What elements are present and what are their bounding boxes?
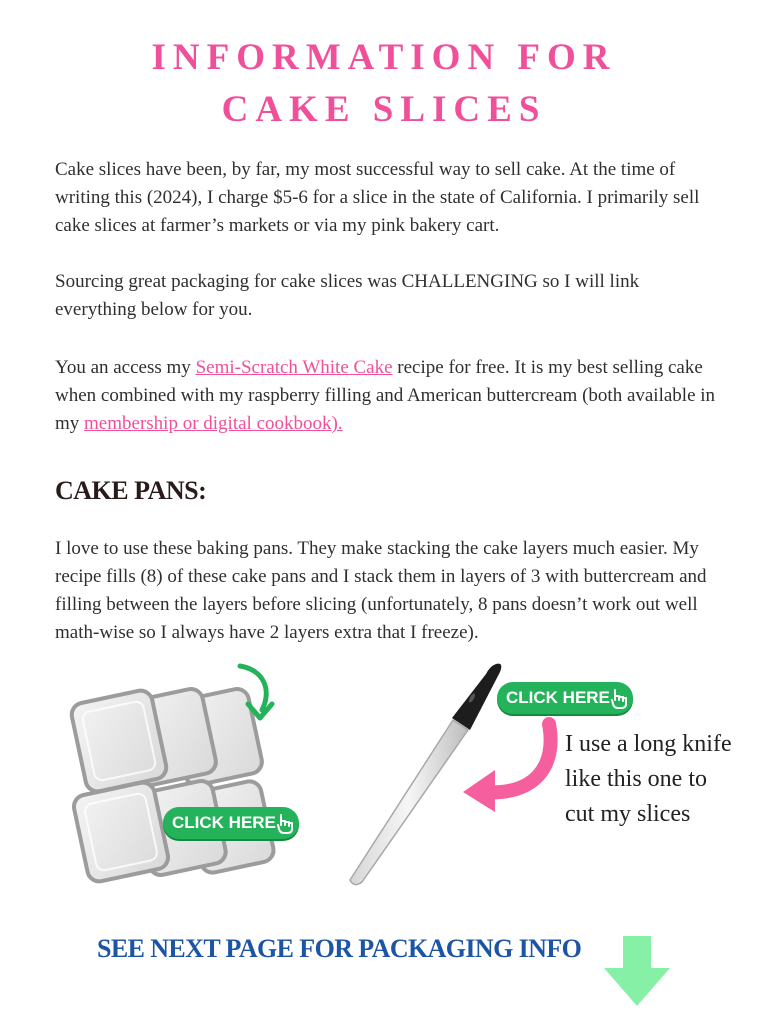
knife-click-here-label: CLICK HERE bbox=[506, 688, 610, 707]
p3-text-end: ). bbox=[331, 413, 343, 434]
knife-click-here-button[interactable] bbox=[497, 682, 633, 714]
pointer-hand-icon bbox=[275, 813, 295, 835]
next-page-notice: SEE NEXT PAGE FOR PACKAGING INFO bbox=[97, 934, 582, 963]
membership-cookbook-link[interactable]: membership or digital cookbook bbox=[84, 413, 332, 434]
pans-click-here-label: CLICK HERE bbox=[172, 813, 276, 832]
cake-pans-paragraph: I love to use these baking pans. They make stacking the cake layers much easier. My recipe fills (8) of these cake pans and I stack them in layers of 3 with buttercream and filling between the layers before slicing (unfortunately, 8 pans doesn’t work out well math-wise so I always have 2 layers extra that I freeze). bbox=[55, 538, 707, 643]
pointer-hand-icon bbox=[609, 688, 629, 710]
intro-paragraph-3 bbox=[55, 354, 725, 438]
knife-caption: I use a long knife like this one to cut my slices bbox=[565, 731, 732, 827]
p3-text-mid: recipe for free. It is my best selling cake when combined with my raspberry filling and American buttercream (both available in my bbox=[55, 357, 716, 434]
page-title-line1: INFORMATION FOR bbox=[151, 37, 617, 78]
p3-text-before: You an access my bbox=[55, 357, 196, 378]
intro-paragraph-1: Cake slices have been, by far, my most successful way to sell cake. At the time of writing this (2024), I charge $5-6 for a slice in the state of California. I primarily sell cake slices at farmer’s markets or via my pink bakery cart. bbox=[55, 159, 700, 236]
down-arrow-icon bbox=[604, 936, 670, 1006]
cake-pans-heading: CAKE PANS: bbox=[55, 476, 207, 505]
pink-arrow-icon bbox=[455, 718, 565, 818]
curved-arrow-icon bbox=[234, 660, 280, 722]
pans-click-here-button[interactable] bbox=[163, 807, 299, 839]
intro-paragraph-2: Sourcing great packaging for cake slices was CHALLENGING so I will link everything below for you. bbox=[55, 271, 640, 320]
white-cake-recipe-link[interactable]: Semi-Scratch White Cake bbox=[195, 357, 393, 378]
page-title-line2: CAKE SLICES bbox=[221, 89, 547, 130]
